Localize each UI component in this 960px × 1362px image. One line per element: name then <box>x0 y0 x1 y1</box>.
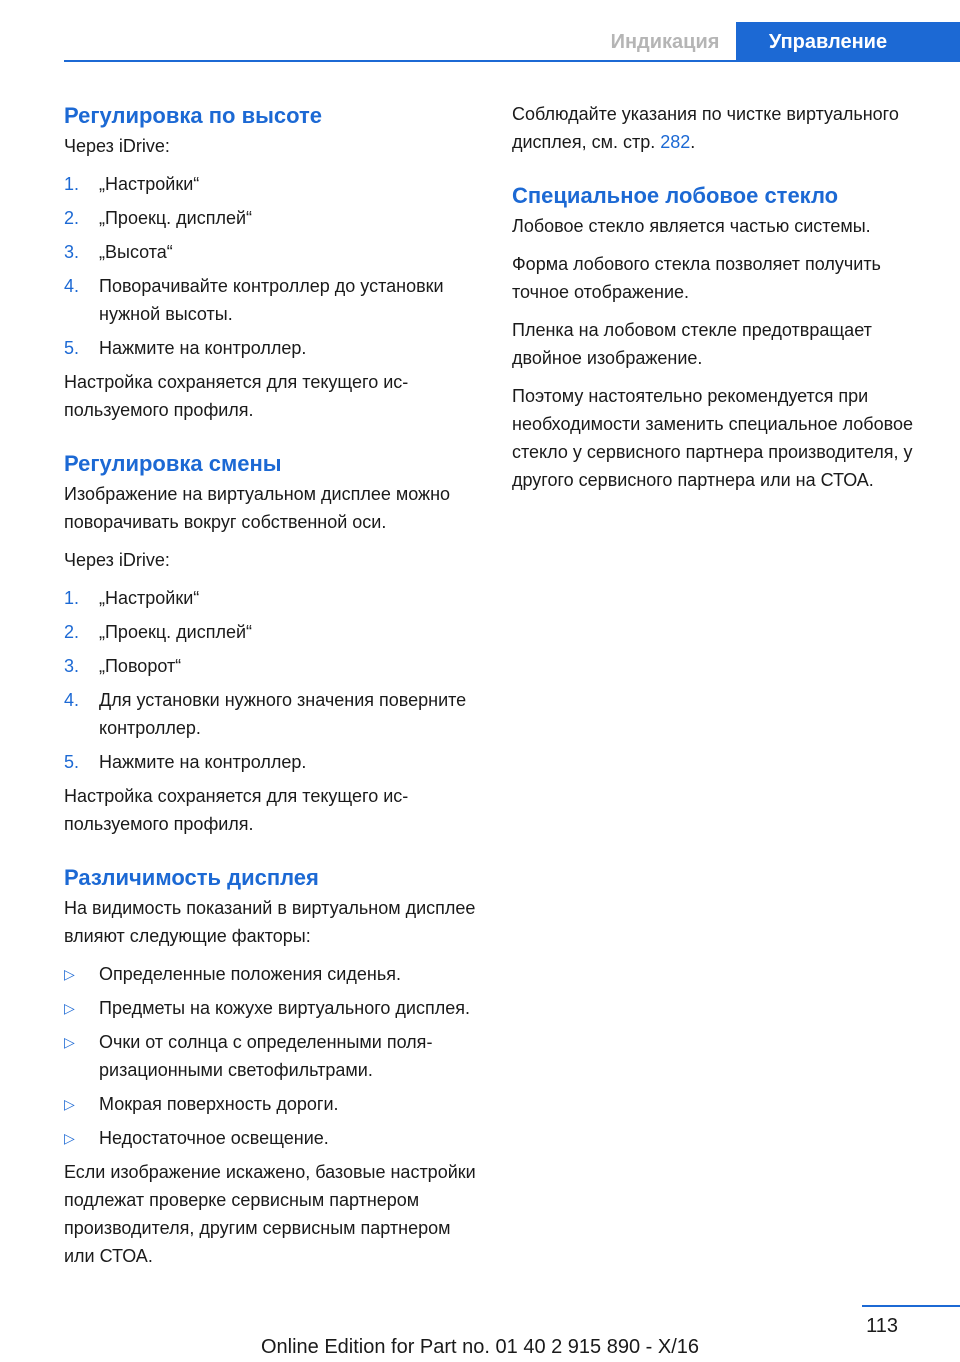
list-item <box>64 748 482 776</box>
footer-divider <box>862 1305 960 1307</box>
step-number: 3. <box>64 656 80 676</box>
paragraph <box>512 100 932 156</box>
bullet-text: Предметы на кожухе виртуального дисплея. <box>99 998 470 1018</box>
paragraph: Если изображение искажено, базовые настройки подлежат проверке сервисным партнером производителя, другим сервисным партнером или СТОА. <box>64 1162 476 1266</box>
step-text: „Проекц. дисплей“ <box>99 622 253 642</box>
list-item <box>64 960 482 988</box>
factors-list <box>64 960 482 1152</box>
paragraph: Лобовое стекло является частью системы. <box>512 216 871 236</box>
step-number: 4. <box>64 690 80 710</box>
left-column <box>64 100 482 1280</box>
section-title-visibility: Различимость дисплея <box>64 865 319 890</box>
list-item <box>64 618 482 646</box>
step-number: 1. <box>64 174 80 194</box>
step-text: Нажмите на контроллер. <box>99 338 307 358</box>
list-item <box>64 272 482 328</box>
right-column <box>512 100 932 504</box>
step-text: Поворачивайте контроллер до установки нужной высоты. <box>99 276 444 324</box>
triangle-bullet-icon: ▷ <box>64 966 75 982</box>
triangle-bullet-icon: ▷ <box>64 1096 75 1112</box>
steps-list-height <box>64 170 482 362</box>
paragraph: Через iDrive: <box>64 136 170 156</box>
step-text: „Настройки“ <box>99 588 200 608</box>
section-title-shift: Регулировка смены <box>64 451 282 476</box>
bullet-text: Очки от солнца с определенными поляризационными светофильтрами. <box>99 1032 433 1080</box>
list-item <box>64 1028 482 1084</box>
list-item <box>64 584 482 612</box>
header-divider <box>64 60 960 62</box>
step-number: 4. <box>64 276 80 296</box>
step-text: Для установки нужного значения поверните контроллер. <box>99 690 467 738</box>
paragraph: Форма лобового стекла позволяет получить точное отображение. <box>512 254 881 302</box>
step-text: „Настройки“ <box>99 174 200 194</box>
step-number: 5. <box>64 752 80 772</box>
paragraph: На видимость показаний в виртуальном дисплее влияют следующие факторы: <box>64 898 476 946</box>
section-title-height: Регулировка по высоте <box>64 103 323 128</box>
step-text: „Поворот“ <box>99 656 182 676</box>
paragraph: Настройка сохраняется для текущего используемого профиля. <box>64 372 409 420</box>
triangle-bullet-icon: ▷ <box>64 1034 75 1050</box>
triangle-bullet-icon: ▷ <box>64 1130 75 1146</box>
step-number: 3. <box>64 242 80 262</box>
list-item <box>64 652 482 680</box>
list-item <box>64 686 482 742</box>
list-item <box>64 1090 482 1118</box>
step-number: 2. <box>64 622 80 642</box>
list-item <box>64 204 482 232</box>
list-item <box>64 170 482 198</box>
tab-indikatsiya[interactable]: Индикация <box>610 31 720 53</box>
section-title-windshield: Специальное лобовое стекло <box>512 183 839 208</box>
triangle-bullet-icon: ▷ <box>64 1000 75 1016</box>
text: . <box>690 132 696 152</box>
step-number: 2. <box>64 208 80 228</box>
paragraph: Поэтому настоятельно рекомендуется при необходимости заменить специальное лобовое стекло у сервисного партнера производителя, у другого сервисного партнера или на СТОА. <box>512 386 913 490</box>
bullet-text: Недостаточное освещение. <box>99 1128 329 1148</box>
paragraph: Изображение на виртуальном дисплее можно поворачивать вокруг собственной оси. <box>64 484 451 532</box>
page-header <box>0 0 960 62</box>
list-item <box>64 238 482 266</box>
text: Соблюдайте указания по чистке виртуального дисплея, см. стр. <box>512 104 899 152</box>
list-item <box>64 1124 482 1152</box>
bullet-text: Определенные положения сиденья. <box>99 964 401 984</box>
step-text: Нажмите на контроллер. <box>99 752 307 772</box>
edition-footer: Online Edition for Part no. 01 40 2 915 890 - X/16 <box>260 1336 700 1358</box>
list-item <box>64 334 482 362</box>
list-item <box>64 994 482 1022</box>
step-number: 1. <box>64 588 80 608</box>
step-number: 5. <box>64 338 80 358</box>
bullet-text: Мокрая поверхность дороги. <box>99 1094 339 1114</box>
step-text: „Проекц. дисплей“ <box>99 208 253 228</box>
tab-upravlenie[interactable]: Управление <box>736 22 960 62</box>
paragraph: Настройка сохраняется для текущего используемого профиля. <box>64 786 409 834</box>
steps-list-shift <box>64 584 482 776</box>
paragraph: Через iDrive: <box>64 550 170 570</box>
page-number: 113 <box>866 1315 898 1337</box>
paragraph: Пленка на лобовом стекле предотвращает двойное изображение. <box>512 320 872 368</box>
step-text: „Высота“ <box>99 242 173 262</box>
page-link[interactable]: 282 <box>660 132 691 152</box>
